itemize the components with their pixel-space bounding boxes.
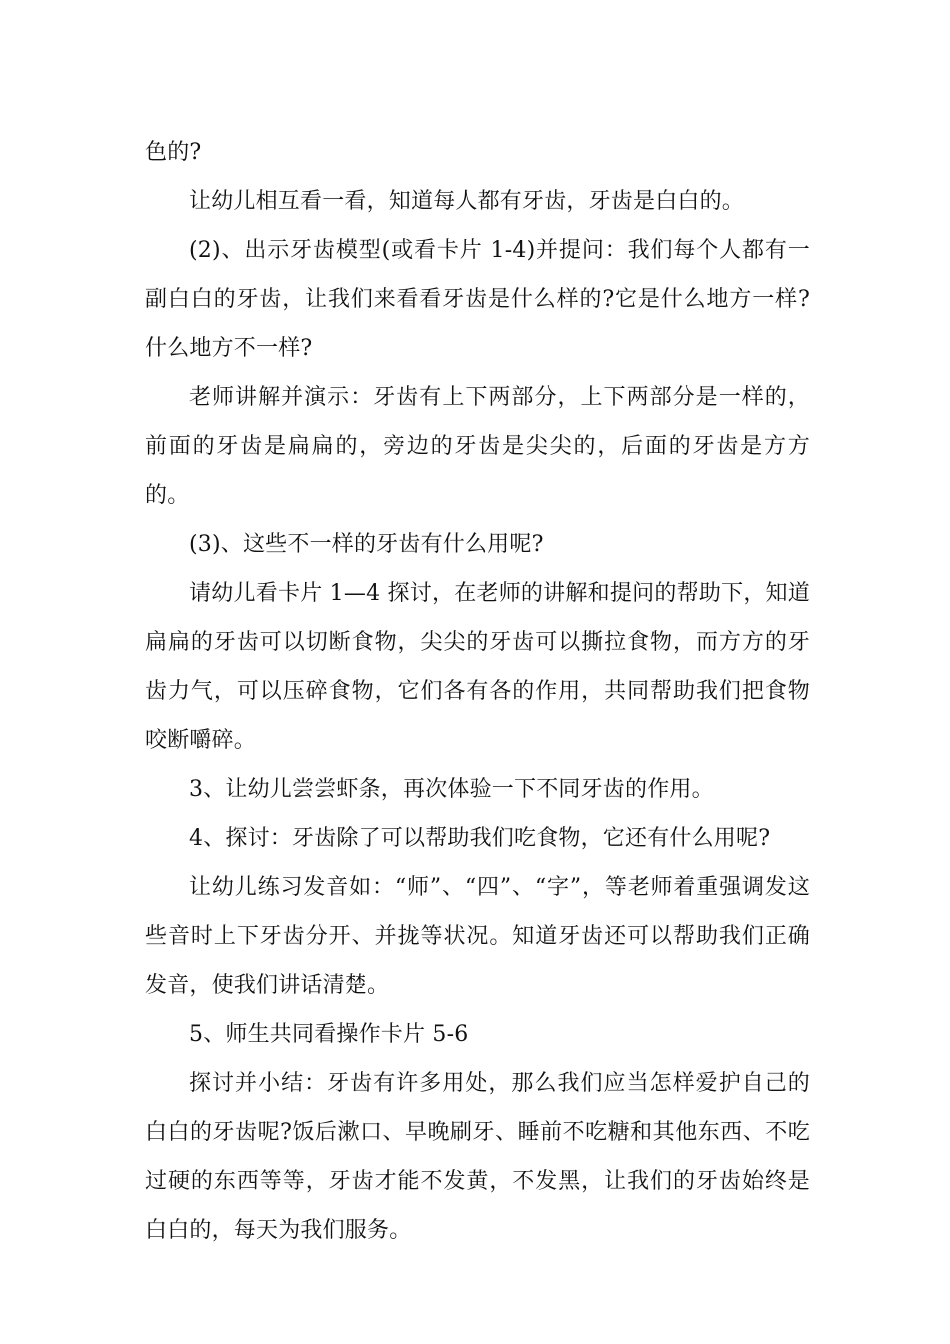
document-body (145, 128, 810, 1255)
paragraph: 让幼儿练习发音如：“师”、“四”、“字”，等老师着重强调发这些音时上下牙齿分开、并拢等状况。知道牙齿还可以帮助我们正确发音，使我们讲话清楚。 (145, 875, 810, 998)
paragraph: 探讨并小结：牙齿有许多用处，那么我们应当怎样爱护自己的白白的牙齿呢?饭后漱口、早晚刷牙、睡前不吃糖和其他东西、不吃过硬的东西等等，牙齿才能不发黄，不发黑，让我们的牙齿始终是白白的，每天为我们服务。 (145, 1071, 810, 1243)
paragraph: (2)、出示牙齿模型(或看卡片 1-4)并提问：我们每个人都有一副白白的牙齿，让我们来看看牙齿是什么样的?它是什么地方一样?什么地方不一样? (145, 238, 810, 361)
paragraph: 4、探讨：牙齿除了可以帮助我们吃食物，它还有什么用呢? (189, 826, 771, 851)
paragraph: 3、让幼儿尝尝虾条，再次体验一下不同牙齿的作用。 (189, 777, 714, 802)
paragraph: (3)、这些不一样的牙齿有什么用呢? (189, 532, 544, 557)
paragraph-continuation: 色的? (145, 140, 202, 165)
paragraph: 请幼儿看卡片 1—4 探讨，在老师的讲解和提问的帮助下，知道扁扁的牙齿可以切断食物，尖尖的牙齿可以撕拉食物，而方方的牙齿力气，可以压碎食物，它们各有各的作用，共同帮助我们把食物咬断嚼碎。 (145, 581, 810, 753)
paragraph: 让幼儿相互看一看，知道每人都有牙齿，牙齿是白白的。 (189, 189, 745, 214)
paragraph: 5、师生共同看操作卡片 5-6 (189, 1022, 469, 1047)
paragraph: 老师讲解并演示：牙齿有上下两部分，上下两部分是一样的，前面的牙齿是扁扁的，旁边的牙齿是尖尖的，后面的牙齿是方方的。 (145, 385, 810, 508)
